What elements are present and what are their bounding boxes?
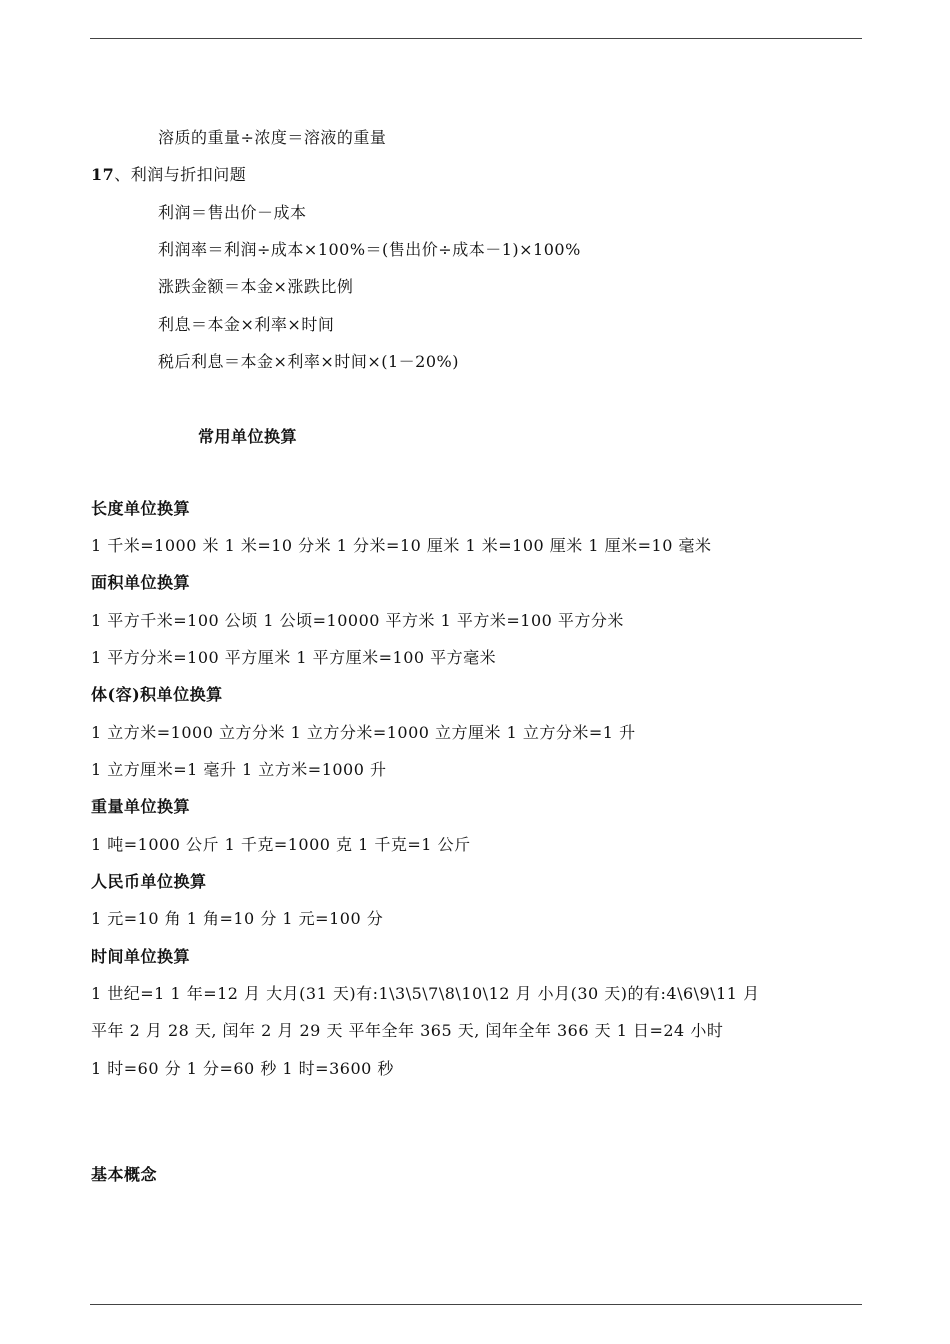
formula-after-tax-interest: 税后利息＝本金×利率×时间×(1－20%) [158, 352, 459, 371]
section-17-title: 、利润与折扣问题 [114, 165, 247, 184]
basic-concepts-heading: 基本概念 [91, 1165, 158, 1184]
volume-line-2: 1 立方厘米=1 毫升 1 立方米=1000 升 [91, 760, 387, 779]
time-line-2: 平年 2 月 28 天, 闰年 2 月 29 天 平年全年 365 天, 闰年全年 366 天 1 日=24 小时 [91, 1021, 724, 1040]
formula-interest: 利息＝本金×利率×时间 [158, 315, 335, 334]
section-17-number: 17 [91, 165, 115, 184]
rmb-heading: 人民币单位换算 [91, 872, 207, 891]
formula-profit-rate: 利润率＝利润÷成本×100%＝(售出价÷成本－1)×100% [158, 240, 581, 259]
footer-rule [90, 1304, 862, 1305]
units-title: 常用单位换算 [198, 427, 298, 446]
formula-profit: 利润＝售出价－成本 [158, 203, 307, 222]
time-heading: 时间单位换算 [91, 947, 191, 966]
formula-solute-weight: 溶质的重量÷浓度＝溶液的重量 [158, 128, 387, 147]
rmb-line-1: 1 元=10 角 1 角=10 分 1 元=100 分 [91, 909, 384, 928]
length-heading: 长度单位换算 [91, 499, 191, 518]
formula-change-amount: 涨跌金额＝本金×涨跌比例 [158, 277, 354, 296]
area-line-2: 1 平方分米=100 平方厘米 1 平方厘米=100 平方毫米 [91, 648, 497, 667]
weight-heading: 重量单位换算 [91, 797, 191, 816]
length-line-1: 1 千米=1000 米 1 米=10 分米 1 分米=10 厘米 1 米=100 厘米 1 厘米=10 毫米 [91, 536, 712, 555]
volume-heading: 体(容)积单位换算 [91, 685, 223, 704]
area-line-1: 1 平方千米=100 公顷 1 公顷=10000 平方米 1 平方米=100 平方分米 [91, 611, 624, 630]
time-line-3: 1 时=60 分 1 分=60 秒 1 时=3600 秒 [91, 1059, 394, 1078]
weight-line-1: 1 吨=1000 公斤 1 千克=1000 克 1 千克=1 公斤 [91, 835, 471, 854]
section-17-heading [91, 164, 246, 186]
volume-line-1: 1 立方米=1000 立方分米 1 立方分米=1000 立方厘米 1 立方分米=1 升 [91, 723, 636, 742]
header-rule [90, 38, 862, 39]
time-line-1: 1 世纪=1 1 年=12 月 大月(31 天)有:1\3\5\7\8\10\12 月 小月(30 天)的有:4\6\9\11 月 [91, 984, 760, 1003]
area-heading: 面积单位换算 [91, 573, 191, 592]
